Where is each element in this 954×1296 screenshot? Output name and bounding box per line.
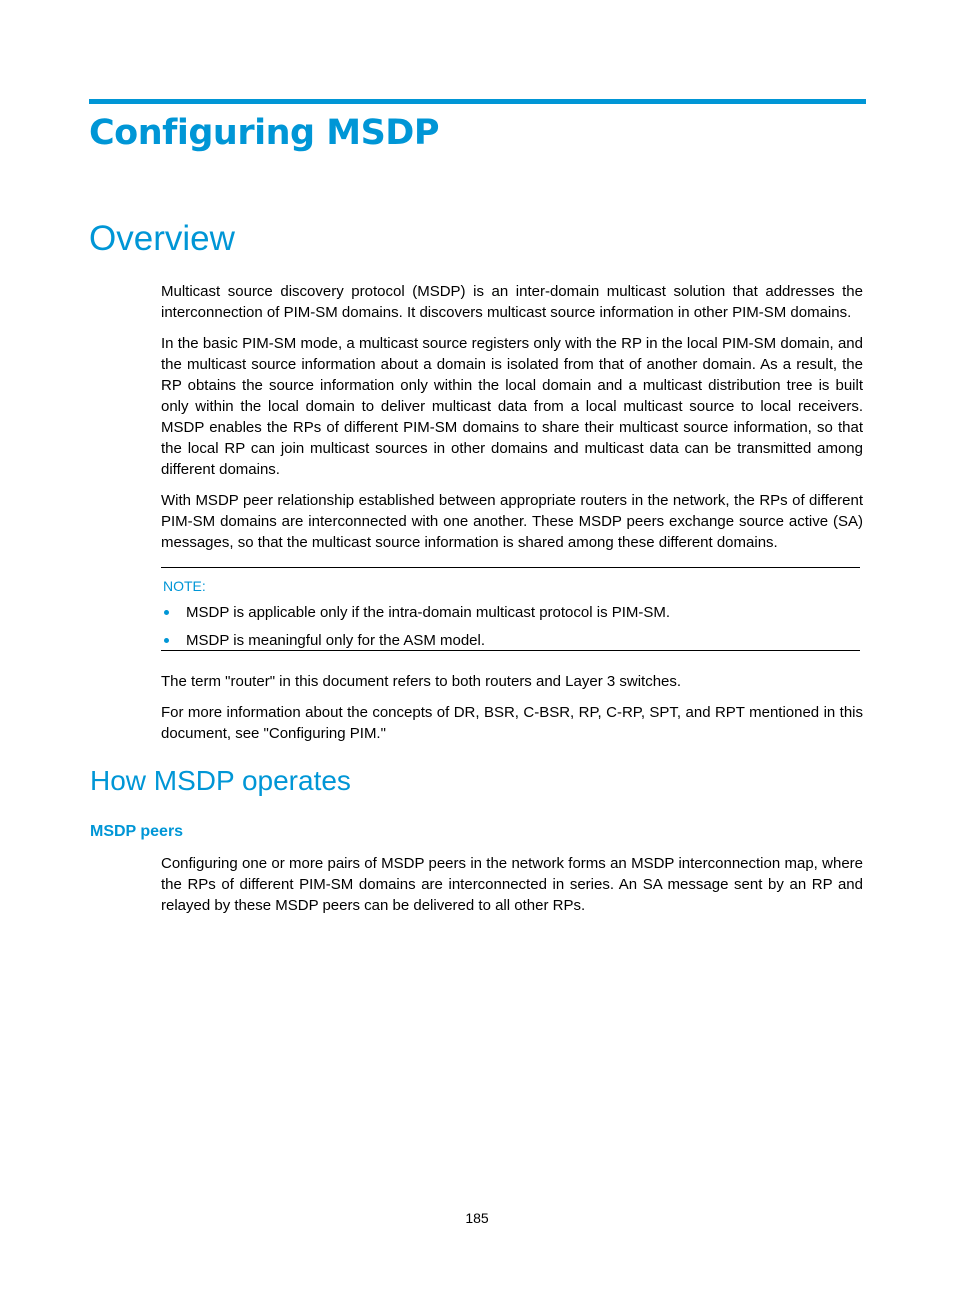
note-label: NOTE: bbox=[163, 578, 206, 594]
msdp-peers-paragraph: Configuring one or more pairs of MSDP peers in the network forms an MSDP interconnection map, where the RPs of different PIM-SM domains are interconnected in series. An SA message sent by an RP and relayed by these MSDP peers can be delivered to all other RPs. bbox=[161, 855, 863, 914]
see-also-paragraph: For more information about the concepts of DR, BSR, C-BSR, RP, C-RP, SPT, and RPT mentioned in this document, see "Configuring PIM." bbox=[161, 704, 863, 742]
section-title-how-msdp-operates: How MSDP operates bbox=[90, 765, 351, 796]
chapter-rule bbox=[89, 99, 866, 104]
section-title-msdp-peers: MSDP peers bbox=[90, 823, 184, 840]
overview-paragraph-3: With MSDP peer relationship established between appropriate routers in the network, the RPs of different PIM-SM domains are interconnected with one another. These MSDP peers exchange source active (SA) messages, so that the multicast source information is shared among these different domains. bbox=[161, 492, 863, 551]
section-title-overview: Overview bbox=[89, 219, 235, 258]
overview-paragraph-2: In the basic PIM-SM mode, a multicast source registers only with the RP in the local PIM-SM domain, and the multicast source information about a domain is isolated from that of another domain. As a result, the RP obtains the source information only within the local domain and a multicast distribution tree is built only within the local domain to deliver multicast data from a local multicast source to local receivers. MSDP enables the RPs of different PIM-SM domains to share their multicast source information, so that the local RP can join multicast sources in other domains and multicast data can be transmitted among different domains. bbox=[161, 335, 863, 478]
router-term-paragraph: The term "router" in this document refers to both routers and Layer 3 switches. bbox=[161, 673, 682, 690]
page-number: 185 bbox=[465, 1210, 489, 1226]
note-item-text: MSDP is applicable only if the intra-domain multicast protocol is PIM-SM. bbox=[186, 604, 671, 621]
bullet-icon bbox=[164, 610, 169, 615]
bullet-icon bbox=[164, 638, 169, 643]
overview-paragraph-1: Multicast source discovery protocol (MSDP) is an inter-domain multicast solution that addresses the interconnection of PIM-SM domains. It discovers multicast source information in other PIM-SM domains. bbox=[161, 283, 863, 321]
note-item-text: MSDP is meaningful only for the ASM model. bbox=[186, 632, 486, 649]
note-box bbox=[161, 567, 860, 651]
chapter-title: Configuring MSDP bbox=[89, 113, 439, 153]
